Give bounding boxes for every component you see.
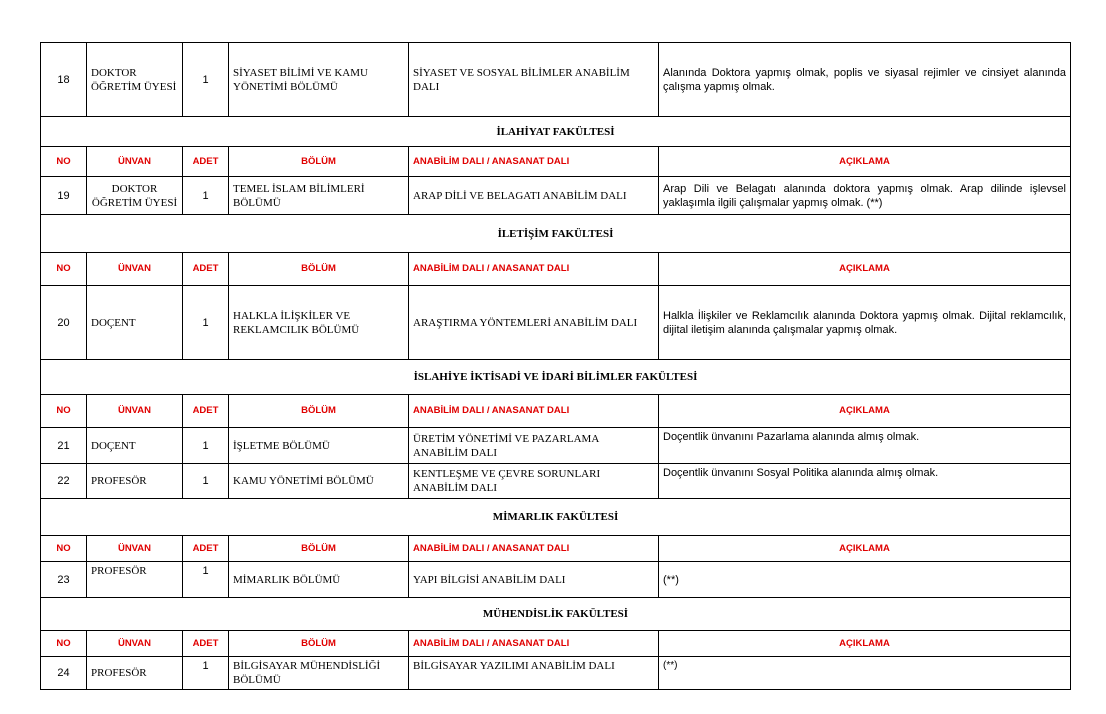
row-adet: 1 bbox=[183, 464, 229, 499]
row-unvan: DOKTOR ÖĞRETİM ÜYESİ bbox=[87, 177, 183, 215]
row-aciklama: (**) bbox=[659, 562, 1071, 598]
table-row bbox=[41, 562, 1071, 598]
faculty-row bbox=[41, 215, 1071, 253]
header-adet: ADET bbox=[183, 253, 229, 286]
header-no: NO bbox=[41, 631, 87, 657]
faculty-row bbox=[41, 117, 1071, 147]
row-bolum: HALKLA İLİŞKİLER VE REKLAMCILIK BÖLÜMÜ bbox=[229, 286, 409, 360]
header-adet: ADET bbox=[183, 631, 229, 657]
faculty-title: İSLAHİYE İKTİSADİ VE İDARİ BİLİMLER FAKÜLTESİ bbox=[41, 360, 1071, 395]
header-unvan: ÜNVAN bbox=[87, 631, 183, 657]
faculty-title: MİMARLIK FAKÜLTESİ bbox=[41, 499, 1071, 536]
header-no: NO bbox=[41, 536, 87, 562]
header-anabilim: ANABİLİM DALI / ANASANAT DALI bbox=[409, 253, 659, 286]
header-row bbox=[41, 536, 1071, 562]
table-row bbox=[41, 286, 1071, 360]
row-anabilim: YAPI BİLGİSİ ANABİLİM DALI bbox=[409, 562, 659, 598]
row-anabilim: ARAŞTIRMA YÖNTEMLERİ ANABİLİM DALI bbox=[409, 286, 659, 360]
header-row bbox=[41, 147, 1071, 177]
header-unvan: ÜNVAN bbox=[87, 395, 183, 428]
row-no: 23 bbox=[41, 562, 87, 598]
row-adet: 1 bbox=[183, 286, 229, 360]
table-row bbox=[41, 657, 1071, 690]
row-unvan: PROFESÖR bbox=[87, 657, 183, 690]
header-bolum: BÖLÜM bbox=[229, 395, 409, 428]
row-unvan: PROFESÖR bbox=[87, 562, 183, 598]
header-unvan: ÜNVAN bbox=[87, 536, 183, 562]
faculty-title: MÜHENDİSLİK FAKÜLTESİ bbox=[41, 598, 1071, 631]
faculty-row bbox=[41, 360, 1071, 395]
row-aciklama: (**) bbox=[659, 657, 1071, 690]
row-bolum: BİLGİSAYAR MÜHENDİSLİĞİ BÖLÜMÜ bbox=[229, 657, 409, 690]
faculty-title: İLETİŞİM FAKÜLTESİ bbox=[41, 215, 1071, 253]
row-aciklama: Doçentlik ünvanını Pazarlama alanında almış olmak. bbox=[659, 428, 1071, 464]
table-row bbox=[41, 464, 1071, 499]
header-aciklama: AÇIKLAMA bbox=[659, 253, 1071, 286]
table-row bbox=[41, 428, 1071, 464]
table-row bbox=[41, 43, 1071, 117]
header-anabilim: ANABİLİM DALI / ANASANAT DALI bbox=[409, 631, 659, 657]
faculty-title: İLAHİYAT FAKÜLTESİ bbox=[41, 117, 1071, 147]
header-anabilim: ANABİLİM DALI / ANASANAT DALI bbox=[409, 395, 659, 428]
header-anabilim: ANABİLİM DALI / ANASANAT DALI bbox=[409, 147, 659, 177]
row-aciklama: Halkla İlişkiler ve Reklamcılık alanında Doktora yapmış olmak. Dijital reklamcılık, dijital iletişim alanında çalışmalar yapmış olmak. bbox=[659, 286, 1071, 360]
row-bolum: KAMU YÖNETİMİ BÖLÜMÜ bbox=[229, 464, 409, 499]
row-anabilim: SİYASET VE SOSYAL BİLİMLER ANABİLİM DALI bbox=[409, 43, 659, 117]
row-adet: 1 bbox=[183, 428, 229, 464]
row-bolum: TEMEL İSLAM BİLİMLERİ BÖLÜMÜ bbox=[229, 177, 409, 215]
header-row bbox=[41, 631, 1071, 657]
header-adet: ADET bbox=[183, 147, 229, 177]
row-anabilim: ARAP DİLİ VE BELAGATI ANABİLİM DALI bbox=[409, 177, 659, 215]
row-no: 22 bbox=[41, 464, 87, 499]
row-no: 19 bbox=[41, 177, 87, 215]
row-aciklama: Alanında Doktora yapmış olmak, poplis ve siyasal rejimler ve cinsiyet alanında çalışma yapmış olmak. bbox=[659, 43, 1071, 117]
positions-table bbox=[40, 42, 1071, 690]
row-aciklama: Arap Dili ve Belagatı alanında doktora yapmış olmak. Arap dilinde işlevsel yaklaşımla ilgili çalışmalar yapmış olmak. (**) bbox=[659, 177, 1071, 215]
row-aciklama: Doçentlik ünvanını Sosyal Politika alanında almış olmak. bbox=[659, 464, 1071, 499]
row-unvan: DOÇENT bbox=[87, 286, 183, 360]
row-adet: 1 bbox=[183, 177, 229, 215]
row-bolum: SİYASET BİLİMİ VE KAMU YÖNETİMİ BÖLÜMÜ bbox=[229, 43, 409, 117]
faculty-row bbox=[41, 499, 1071, 536]
row-unvan: PROFESÖR bbox=[87, 464, 183, 499]
row-adet: 1 bbox=[183, 43, 229, 117]
row-anabilim: KENTLEŞME VE ÇEVRE SORUNLARI ANABİLİM DALI bbox=[409, 464, 659, 499]
row-anabilim: ÜRETİM YÖNETİMİ VE PAZARLAMA ANABİLİM DALI bbox=[409, 428, 659, 464]
header-aciklama: AÇIKLAMA bbox=[659, 395, 1071, 428]
row-adet: 1 bbox=[183, 657, 229, 690]
row-bolum: MİMARLIK BÖLÜMÜ bbox=[229, 562, 409, 598]
faculty-row bbox=[41, 598, 1071, 631]
table-row bbox=[41, 177, 1071, 215]
row-unvan: DOKTOR ÖĞRETİM ÜYESİ bbox=[87, 43, 183, 117]
header-adet: ADET bbox=[183, 395, 229, 428]
header-unvan: ÜNVAN bbox=[87, 253, 183, 286]
header-no: NO bbox=[41, 147, 87, 177]
row-no: 18 bbox=[41, 43, 87, 117]
header-bolum: BÖLÜM bbox=[229, 253, 409, 286]
row-unvan: DOÇENT bbox=[87, 428, 183, 464]
header-bolum: BÖLÜM bbox=[229, 536, 409, 562]
header-unvan: ÜNVAN bbox=[87, 147, 183, 177]
row-anabilim: BİLGİSAYAR YAZILIMI ANABİLİM DALI bbox=[409, 657, 659, 690]
header-bolum: BÖLÜM bbox=[229, 147, 409, 177]
header-bolum: BÖLÜM bbox=[229, 631, 409, 657]
row-no: 24 bbox=[41, 657, 87, 690]
header-aciklama: AÇIKLAMA bbox=[659, 147, 1071, 177]
header-adet: ADET bbox=[183, 536, 229, 562]
header-no: NO bbox=[41, 253, 87, 286]
header-no: NO bbox=[41, 395, 87, 428]
header-row bbox=[41, 395, 1071, 428]
header-row bbox=[41, 253, 1071, 286]
row-no: 20 bbox=[41, 286, 87, 360]
header-aciklama: AÇIKLAMA bbox=[659, 631, 1071, 657]
row-bolum: İŞLETME BÖLÜMÜ bbox=[229, 428, 409, 464]
row-no: 21 bbox=[41, 428, 87, 464]
row-adet: 1 bbox=[183, 562, 229, 598]
header-anabilim: ANABİLİM DALI / ANASANAT DALI bbox=[409, 536, 659, 562]
header-aciklama: AÇIKLAMA bbox=[659, 536, 1071, 562]
